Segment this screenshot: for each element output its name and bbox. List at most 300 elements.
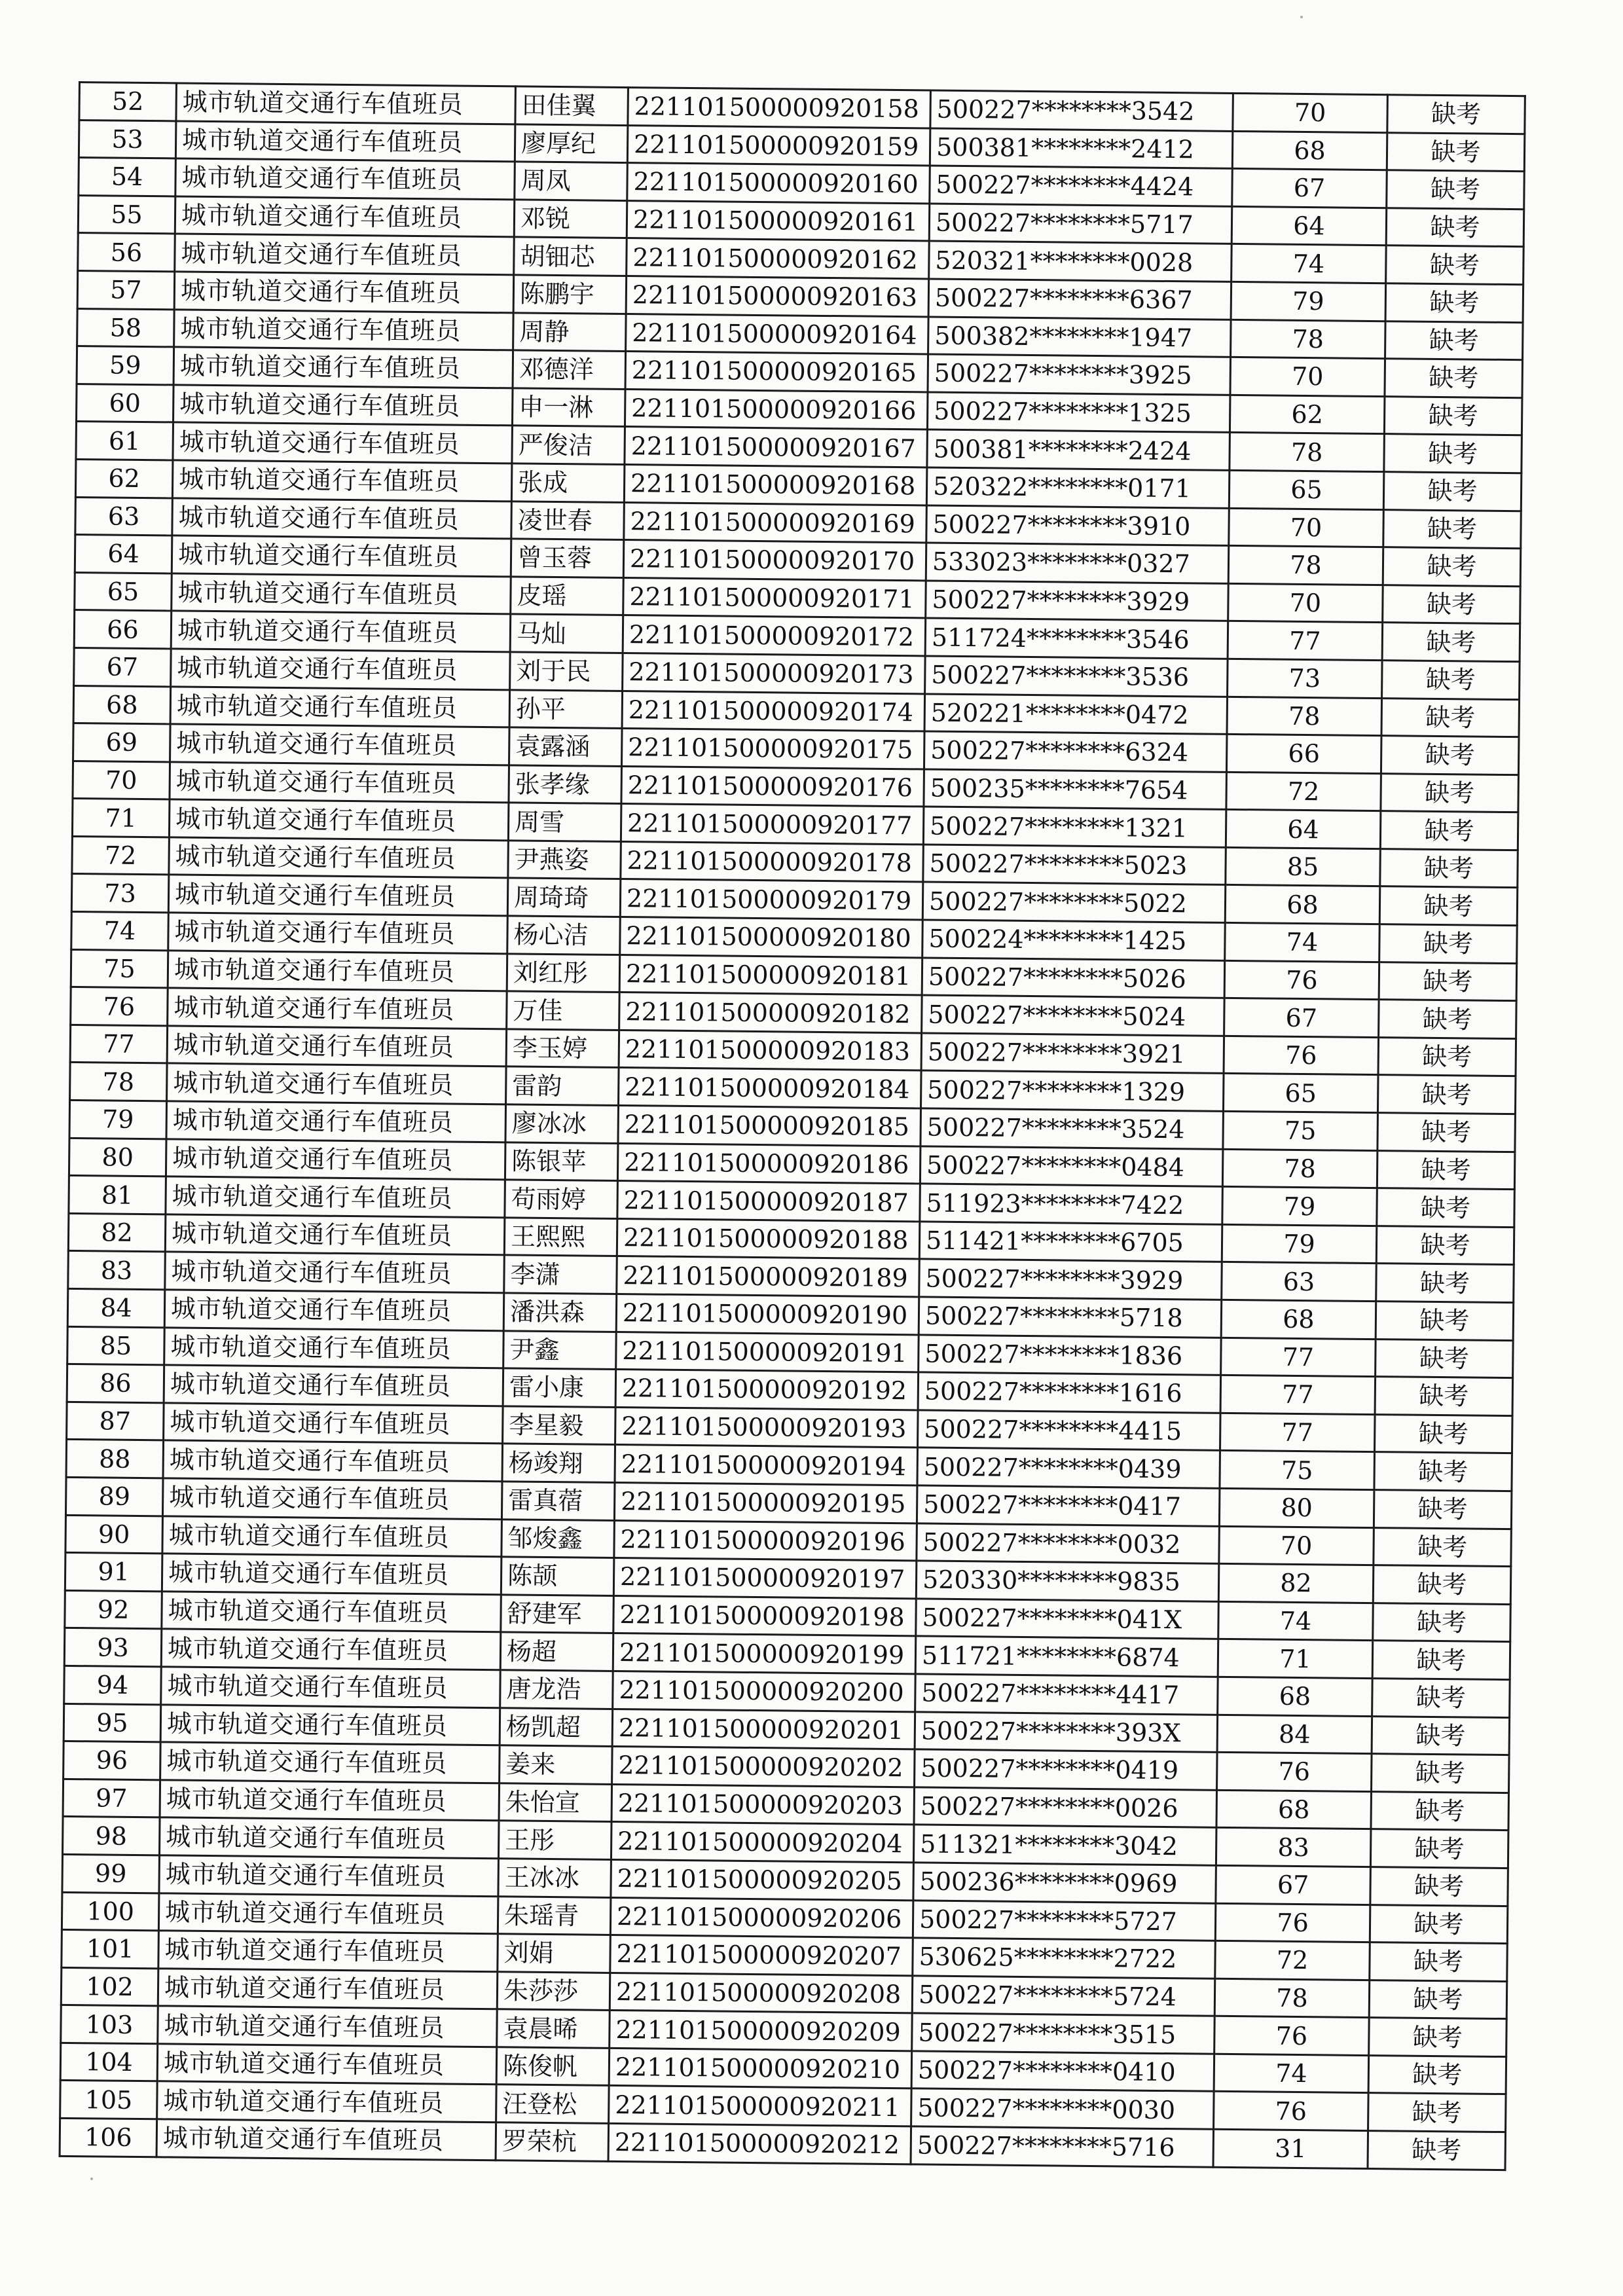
candidate-name-cell: 刘娟 <box>498 1934 611 1973</box>
job-title-cell: 城市轨道交通行车值班员 <box>159 1817 499 1859</box>
job-title-cell: 城市轨道交通行车值班员 <box>169 837 509 879</box>
status-cell: 缺考 <box>1372 1641 1510 1680</box>
candidate-name-cell: 罗荣杭 <box>496 2123 609 2161</box>
status-cell: 缺考 <box>1376 1264 1514 1303</box>
status-cell: 缺考 <box>1369 1980 1507 2019</box>
score-cell: 67 <box>1232 169 1387 208</box>
row-number-cell: 89 <box>65 1477 163 1516</box>
candidate-name-cell: 李星毅 <box>503 1406 616 1445</box>
candidate-name-cell: 周雪 <box>508 803 621 841</box>
status-cell: 缺考 <box>1369 2018 1507 2057</box>
candidate-name-cell: 严俊洁 <box>512 426 625 464</box>
score-cell: 68 <box>1216 1790 1372 1829</box>
job-title-cell: 城市轨道交通行车值班员 <box>168 988 507 1029</box>
row-number-cell: 105 <box>60 2081 158 2119</box>
row-number-cell: 104 <box>60 2043 158 2081</box>
admission-ticket-cell: 221101500000920183 <box>619 1030 922 1070</box>
job-title-cell: 城市轨道交通行车值班员 <box>162 1516 502 1557</box>
admission-ticket-cell: 221101500000920178 <box>621 841 924 882</box>
score-cell: 64 <box>1226 810 1381 849</box>
admission-ticket-cell: 221101500000920198 <box>613 1595 917 1636</box>
candidate-name-cell: 陈颉 <box>501 1557 614 1595</box>
id-number-cell: 500227********0419 <box>915 1749 1218 1790</box>
job-title-cell: 城市轨道交通行车值班员 <box>169 799 509 841</box>
status-cell: 缺考 <box>1379 886 1518 926</box>
admission-ticket-cell: 221101500000920172 <box>623 615 926 656</box>
admission-ticket-cell: 221101500000920194 <box>615 1445 918 1485</box>
score-cell: 76 <box>1224 1036 1379 1075</box>
candidate-name-cell: 李潇 <box>504 1255 617 1294</box>
job-title-cell: 城市轨道交通行车值班员 <box>166 1101 506 1142</box>
candidate-name-cell: 雷韵 <box>506 1066 619 1105</box>
candidate-name-cell: 张成 <box>511 464 625 502</box>
status-cell: 缺考 <box>1370 1867 1508 1906</box>
score-cell: 74 <box>1214 2054 1369 2093</box>
admission-ticket-cell: 221101500000920168 <box>624 464 927 505</box>
id-number-cell: 500227********0439 <box>917 1448 1220 1488</box>
status-cell: 缺考 <box>1375 1377 1513 1416</box>
row-number-cell: 100 <box>62 1892 159 1931</box>
id-number-cell: 500227********6367 <box>928 279 1231 319</box>
job-title-cell: 城市轨道交通行车值班员 <box>170 686 510 727</box>
status-cell: 缺考 <box>1376 1302 1514 1341</box>
candidate-name-cell: 杨竣翔 <box>502 1444 615 1482</box>
status-cell: 缺考 <box>1387 132 1525 172</box>
status-cell: 缺考 <box>1383 547 1521 587</box>
job-title-cell: 城市轨道交通行车值班员 <box>165 1252 505 1293</box>
admission-ticket-cell: 221101500000920200 <box>613 1671 916 1711</box>
row-number-cell: 74 <box>71 912 169 951</box>
score-cell: 70 <box>1229 508 1384 547</box>
status-cell: 缺考 <box>1372 1754 1510 1793</box>
job-title-cell: 城市轨道交通行车值班员 <box>165 1214 505 1256</box>
row-number-cell: 57 <box>77 270 175 309</box>
candidate-name-cell: 刘红彤 <box>507 954 620 993</box>
row-number-cell: 96 <box>64 1741 161 1780</box>
status-cell: 缺考 <box>1385 359 1523 398</box>
admission-ticket-cell: 221101500000920171 <box>623 577 926 618</box>
row-number-cell: 63 <box>75 497 173 536</box>
id-number-cell: 511421********6705 <box>919 1222 1222 1262</box>
status-cell: 缺考 <box>1386 208 1524 247</box>
id-number-cell: 500227********5716 <box>911 2126 1214 2167</box>
candidate-name-cell: 陈银苹 <box>505 1142 618 1180</box>
score-cell: 66 <box>1226 734 1381 773</box>
candidate-name-cell: 朱怡宣 <box>499 1783 612 1822</box>
status-cell: 缺考 <box>1385 283 1523 323</box>
row-number-cell: 61 <box>76 422 173 460</box>
row-number-cell: 58 <box>77 308 175 347</box>
candidate-name-cell: 凌世春 <box>511 501 625 539</box>
job-title-cell: 城市轨道交通行车值班员 <box>162 1478 502 1520</box>
id-number-cell: 500227********3929 <box>919 1259 1222 1300</box>
score-cell: 76 <box>1215 1903 1370 1942</box>
row-number-cell: 82 <box>68 1213 166 1252</box>
status-cell: 缺考 <box>1383 509 1522 549</box>
row-number-cell: 85 <box>67 1326 165 1365</box>
id-number-cell: 511923********7422 <box>920 1184 1223 1224</box>
candidate-name-cell: 廖冰冰 <box>505 1104 619 1143</box>
id-number-cell: 500381********2424 <box>927 429 1230 470</box>
id-number-cell: 511321********3042 <box>913 1825 1216 1865</box>
id-number-cell: 500227********4417 <box>915 1674 1218 1715</box>
job-title-cell: 城市轨道交通行车值班员 <box>164 1365 503 1406</box>
id-number-cell: 500227********0484 <box>920 1146 1223 1187</box>
row-number-cell: 94 <box>64 1666 162 1704</box>
job-title-cell: 城市轨道交通行车值班员 <box>158 2006 498 2047</box>
job-title-cell: 城市轨道交通行车值班员 <box>162 1554 501 1595</box>
row-number-cell: 52 <box>79 82 177 121</box>
row-number-cell: 77 <box>70 1025 168 1063</box>
job-title-cell: 城市轨道交通行车值班员 <box>158 1968 498 2009</box>
job-title-cell: 城市轨道交通行车值班员 <box>166 1139 505 1180</box>
job-title-cell: 城市轨道交通行车值班员 <box>172 460 512 501</box>
score-cell: 71 <box>1218 1639 1373 1679</box>
status-cell: 缺考 <box>1387 95 1525 134</box>
candidate-name-cell: 马灿 <box>510 614 623 653</box>
id-number-cell: 500227********3536 <box>925 656 1228 697</box>
score-cell: 78 <box>1230 433 1385 472</box>
job-title-cell: 城市轨道交通行车值班员 <box>161 1629 501 1670</box>
row-number-cell: 79 <box>69 1100 167 1139</box>
score-cell: 76 <box>1214 2092 1369 2131</box>
status-cell: 缺考 <box>1374 1452 1512 1491</box>
job-title-cell: 城市轨道交通行车值班员 <box>175 121 515 162</box>
id-number-cell: 500227********5717 <box>929 204 1232 244</box>
candidate-name-cell: 舒建军 <box>501 1595 614 1633</box>
id-number-cell: 500227********5026 <box>922 958 1225 998</box>
status-cell: 缺考 <box>1380 849 1518 888</box>
admission-ticket-cell: 221101500000920193 <box>615 1407 919 1448</box>
admission-ticket-cell: 221101500000920164 <box>626 314 929 354</box>
status-cell: 缺考 <box>1368 2093 1506 2132</box>
admission-ticket-cell: 221101500000920197 <box>613 1558 917 1599</box>
admission-ticket-cell: 221101500000920173 <box>623 653 926 693</box>
status-cell: 缺考 <box>1382 661 1520 700</box>
score-cell: 75 <box>1220 1451 1375 1490</box>
status-cell: 缺考 <box>1383 585 1521 624</box>
job-title-cell: 城市轨道交通行车值班员 <box>172 536 511 577</box>
row-number-cell: 75 <box>71 949 168 988</box>
candidate-name-cell: 朱莎莎 <box>497 1971 610 2010</box>
score-cell: 77 <box>1220 1413 1376 1452</box>
status-cell: 缺考 <box>1376 1339 1514 1378</box>
candidate-name-cell: 王熙熙 <box>504 1218 617 1256</box>
admission-ticket-cell: 221101500000920191 <box>616 1332 919 1372</box>
status-cell: 缺考 <box>1383 472 1522 511</box>
admission-ticket-cell: 221101500000920188 <box>617 1218 920 1259</box>
id-number-cell: 500227********3524 <box>921 1108 1224 1149</box>
admission-ticket-cell: 221101500000920163 <box>626 276 929 317</box>
candidate-name-cell: 田佳翼 <box>515 86 629 125</box>
row-number-cell: 80 <box>69 1138 166 1176</box>
id-number-cell: 500227********3910 <box>926 505 1230 545</box>
candidate-name-cell: 万佳 <box>507 991 620 1030</box>
scan-speck <box>1300 16 1303 18</box>
admission-ticket-cell: 221101500000920162 <box>627 238 930 279</box>
id-number-cell: 500227********393X <box>915 1711 1218 1752</box>
id-number-cell: 500227********3921 <box>921 1033 1224 1074</box>
job-title-cell: 城市轨道交通行车值班员 <box>174 309 514 350</box>
status-cell: 缺考 <box>1386 246 1524 285</box>
job-title-cell: 城市轨道交通行车值班员 <box>166 1176 505 1218</box>
admission-ticket-cell: 221101500000920159 <box>627 125 930 166</box>
id-number-cell: 500227********0410 <box>911 2051 1214 2092</box>
id-number-cell: 500381********2412 <box>930 128 1233 169</box>
row-number-cell: 90 <box>65 1515 163 1554</box>
candidate-name-cell: 杨超 <box>500 1632 613 1671</box>
job-title-cell: 城市轨道交通行车值班员 <box>158 1931 498 1972</box>
admission-ticket-cell: 221101500000920175 <box>621 729 924 769</box>
row-number-cell: 88 <box>66 1440 164 1478</box>
id-number-cell: 500236********0969 <box>913 1863 1216 1903</box>
job-title-cell: 城市轨道交通行车值班员 <box>158 1893 498 1934</box>
status-cell: 缺考 <box>1385 321 1523 360</box>
status-cell: 缺考 <box>1372 1716 1510 1755</box>
status-cell: 缺考 <box>1379 1000 1517 1039</box>
status-cell: 缺考 <box>1373 1565 1511 1605</box>
job-title-cell: 城市轨道交通行车值班员 <box>157 2044 497 2085</box>
exam-roster-table <box>59 81 1526 2171</box>
job-title-cell: 城市轨道交通行车值班员 <box>156 2119 496 2160</box>
id-number-cell: 500227********5024 <box>922 995 1225 1036</box>
score-cell: 78 <box>1231 319 1386 359</box>
status-cell: 缺考 <box>1381 698 1520 737</box>
id-number-cell: 511724********3546 <box>925 618 1228 659</box>
admission-ticket-cell: 221101500000920202 <box>612 1747 915 1787</box>
score-cell: 78 <box>1227 697 1382 736</box>
admission-ticket-cell: 221101500000920180 <box>620 917 923 958</box>
candidate-name-cell: 曾玉蓉 <box>511 539 624 577</box>
job-title-cell: 城市轨道交通行车值班员 <box>161 1667 501 1708</box>
job-title-cell: 城市轨道交通行车值班员 <box>162 1592 501 1633</box>
admission-ticket-cell: 221101500000920210 <box>609 2048 912 2088</box>
score-cell: 76 <box>1224 960 1379 1000</box>
row-number-cell: 92 <box>65 1590 162 1629</box>
id-number-cell: 520330********9835 <box>916 1561 1219 1601</box>
row-number-cell: 78 <box>70 1063 168 1101</box>
score-cell: 64 <box>1231 206 1387 246</box>
row-number-cell: 73 <box>71 874 169 913</box>
id-number-cell: 500227********1321 <box>923 807 1226 847</box>
job-title-cell: 城市轨道交通行车值班员 <box>163 1440 503 1482</box>
job-title-cell: 城市轨道交通行车值班员 <box>160 1780 500 1821</box>
score-cell: 80 <box>1219 1488 1374 1527</box>
id-number-cell: 500227********041X <box>916 1599 1219 1639</box>
status-cell: 缺考 <box>1381 773 1519 812</box>
score-cell: 65 <box>1229 470 1384 509</box>
candidate-name-cell: 周凤 <box>515 162 628 200</box>
job-title-cell: 城市轨道交通行车值班员 <box>173 385 513 426</box>
score-cell: 68 <box>1221 1300 1376 1339</box>
job-title-cell: 城市轨道交通行车值班员 <box>175 196 515 238</box>
job-title-cell: 城市轨道交通行车值班员 <box>168 913 508 954</box>
job-title-cell: 城市轨道交通行车值班员 <box>171 611 511 652</box>
row-number-cell: 76 <box>71 987 168 1026</box>
score-cell: 31 <box>1213 2129 1368 2168</box>
score-cell: 70 <box>1233 93 1388 132</box>
candidate-name-cell: 汪登松 <box>496 2085 610 2123</box>
row-number-cell: 84 <box>67 1288 165 1327</box>
score-cell: 74 <box>1231 244 1387 283</box>
candidate-name-cell: 邓锐 <box>514 200 627 238</box>
score-cell: 85 <box>1226 847 1381 886</box>
row-number-cell: 102 <box>61 1967 158 2006</box>
job-title-cell: 城市轨道交通行车值班员 <box>160 1704 500 1745</box>
id-number-cell: 500227********4415 <box>918 1410 1221 1451</box>
status-cell: 缺考 <box>1376 1226 1514 1265</box>
admission-ticket-cell: 221101500000920208 <box>610 1973 913 2013</box>
job-title-cell: 城市轨道交通行车值班员 <box>164 1327 504 1368</box>
job-title-cell: 城市轨道交通行车值班员 <box>168 875 508 916</box>
id-number-cell: 500227********0032 <box>917 1523 1220 1563</box>
row-number-cell: 55 <box>78 195 175 234</box>
admission-ticket-cell: 221101500000920190 <box>616 1294 919 1334</box>
row-number-cell: 103 <box>61 2005 158 2044</box>
score-cell: 78 <box>1214 1978 1370 2018</box>
row-number-cell: 71 <box>72 799 170 837</box>
admission-ticket-cell: 221101500000920179 <box>620 879 923 920</box>
id-number-cell: 500227********5022 <box>922 882 1226 922</box>
candidate-name-cell: 陈俊帆 <box>496 2047 610 2086</box>
score-cell: 77 <box>1221 1338 1376 1377</box>
score-cell: 83 <box>1216 1828 1371 1867</box>
admission-ticket-cell: 221101500000920166 <box>625 389 928 429</box>
id-number-cell: 500227********1836 <box>919 1334 1222 1375</box>
job-title-cell: 城市轨道交通行车值班员 <box>172 574 511 615</box>
status-cell: 缺考 <box>1377 1188 1515 1228</box>
score-cell: 79 <box>1231 282 1386 321</box>
score-cell: 77 <box>1228 621 1383 661</box>
candidate-name-cell: 袁露涵 <box>509 727 623 766</box>
row-number-cell: 83 <box>68 1251 166 1290</box>
job-title-cell: 城市轨道交通行车值班员 <box>173 347 513 388</box>
row-number-cell: 64 <box>75 535 172 574</box>
id-number-cell: 500224********1425 <box>922 920 1226 960</box>
admission-ticket-cell: 221101500000920165 <box>625 352 928 392</box>
id-number-cell: 500227********6324 <box>924 731 1227 772</box>
id-number-cell: 500227********4424 <box>930 166 1233 206</box>
candidate-name-cell: 周琦琦 <box>507 878 621 917</box>
row-number-cell: 62 <box>75 459 173 498</box>
score-cell: 74 <box>1225 922 1380 962</box>
id-number-cell: 500227********3925 <box>928 354 1231 395</box>
id-number-cell: 500227********1616 <box>918 1372 1221 1413</box>
candidate-name-cell: 刘于民 <box>510 652 623 691</box>
job-title-cell: 城市轨道交通行车值班员 <box>174 272 514 313</box>
admission-ticket-cell: 221101500000920199 <box>613 1633 916 1674</box>
score-cell: 78 <box>1222 1149 1377 1188</box>
score-cell: 78 <box>1228 546 1383 585</box>
row-number-cell: 81 <box>69 1176 166 1214</box>
admission-ticket-cell: 221101500000920177 <box>621 804 924 845</box>
job-title-cell: 城市轨道交通行车值班员 <box>176 83 516 124</box>
status-cell: 缺考 <box>1377 1150 1515 1190</box>
job-title-cell: 城市轨道交通行车值班员 <box>160 1742 500 1783</box>
candidate-name-cell: 杨凯超 <box>500 1707 613 1746</box>
admission-ticket-cell: 221101500000920204 <box>611 1822 914 1863</box>
id-number-cell: 500382********1947 <box>928 317 1231 357</box>
status-cell: 缺考 <box>1373 1603 1511 1642</box>
admission-ticket-cell: 221101500000920174 <box>622 691 925 731</box>
score-cell: 82 <box>1218 1563 1374 1603</box>
status-cell: 缺考 <box>1382 623 1520 662</box>
admission-ticket-cell: 221101500000920161 <box>627 200 930 241</box>
row-number-cell: 65 <box>75 572 172 611</box>
admission-ticket-cell: 221101500000920203 <box>611 1784 915 1825</box>
row-number-cell: 66 <box>74 610 172 649</box>
score-cell: 68 <box>1232 131 1387 170</box>
admission-ticket-cell: 221101500000920181 <box>619 955 922 995</box>
id-number-cell: 500227********0417 <box>917 1485 1220 1526</box>
status-cell: 缺考 <box>1374 1527 1512 1567</box>
row-number-cell: 59 <box>77 346 174 385</box>
score-cell: 68 <box>1225 885 1380 924</box>
score-cell: 70 <box>1228 583 1383 623</box>
score-cell: 76 <box>1217 1752 1372 1791</box>
status-cell: 缺考 <box>1374 1414 1512 1453</box>
candidate-name-cell: 申一淋 <box>512 388 625 427</box>
candidate-name-cell: 唐龙浩 <box>500 1670 613 1709</box>
admission-ticket-cell: 221101500000920167 <box>625 427 928 467</box>
id-number-cell: 500227********1325 <box>927 392 1230 433</box>
score-cell: 79 <box>1222 1224 1377 1264</box>
candidate-name-cell: 姜来 <box>500 1745 613 1784</box>
id-number-cell: 500227********3515 <box>912 2013 1215 2054</box>
score-cell: 73 <box>1228 659 1383 698</box>
admission-ticket-cell: 221101500000920185 <box>618 1106 921 1146</box>
status-cell: 缺考 <box>1372 1679 1510 1718</box>
id-number-cell: 500227********1329 <box>921 1070 1224 1111</box>
admission-ticket-cell: 221101500000920189 <box>617 1256 920 1297</box>
row-number-cell: 86 <box>67 1364 164 1403</box>
status-cell: 缺考 <box>1370 1829 1508 1868</box>
candidate-name-cell: 王冰冰 <box>498 1859 611 1897</box>
id-number-cell: 520321********0028 <box>929 241 1232 282</box>
score-cell: 77 <box>1220 1376 1376 1415</box>
job-title-cell: 城市轨道交通行车值班员 <box>164 1403 503 1444</box>
score-cell: 84 <box>1217 1715 1372 1754</box>
id-number-cell: 500227********3542 <box>930 90 1233 131</box>
row-number-cell: 67 <box>74 647 172 686</box>
score-cell: 67 <box>1216 1865 1371 1904</box>
admission-ticket-cell: 221101500000920206 <box>610 1897 913 1938</box>
status-cell: 缺考 <box>1377 1075 1516 1114</box>
job-title-cell: 城市轨道交通行车值班员 <box>171 649 511 690</box>
row-number-cell: 56 <box>78 233 175 272</box>
candidate-name-cell: 尹燕姿 <box>508 841 621 879</box>
row-number-cell: 99 <box>62 1854 160 1893</box>
id-number-cell: 500227********5727 <box>913 1900 1216 1941</box>
score-cell: 67 <box>1224 998 1379 1038</box>
status-cell: 缺考 <box>1380 811 1518 850</box>
row-number-cell: 68 <box>73 685 171 724</box>
candidate-name-cell: 邹焌鑫 <box>501 1519 615 1558</box>
job-title-cell: 城市轨道交通行车值班员 <box>164 1290 504 1331</box>
score-cell: 70 <box>1219 1526 1374 1565</box>
row-number-cell: 53 <box>79 120 176 158</box>
job-title-cell: 城市轨道交通行车值班员 <box>167 1026 507 1067</box>
score-cell: 72 <box>1215 1941 1370 1980</box>
admission-ticket-cell: 221101500000920211 <box>609 2086 912 2126</box>
status-cell: 缺考 <box>1371 1791 1509 1831</box>
status-cell: 缺考 <box>1379 962 1517 1001</box>
candidate-name-cell: 廖厚纪 <box>515 124 628 162</box>
scan-speck <box>90 2178 93 2180</box>
admission-ticket-cell: 221101500000920186 <box>617 1143 921 1184</box>
status-cell: 缺考 <box>1384 434 1522 473</box>
id-number-cell: 500227********5724 <box>912 1976 1215 2016</box>
